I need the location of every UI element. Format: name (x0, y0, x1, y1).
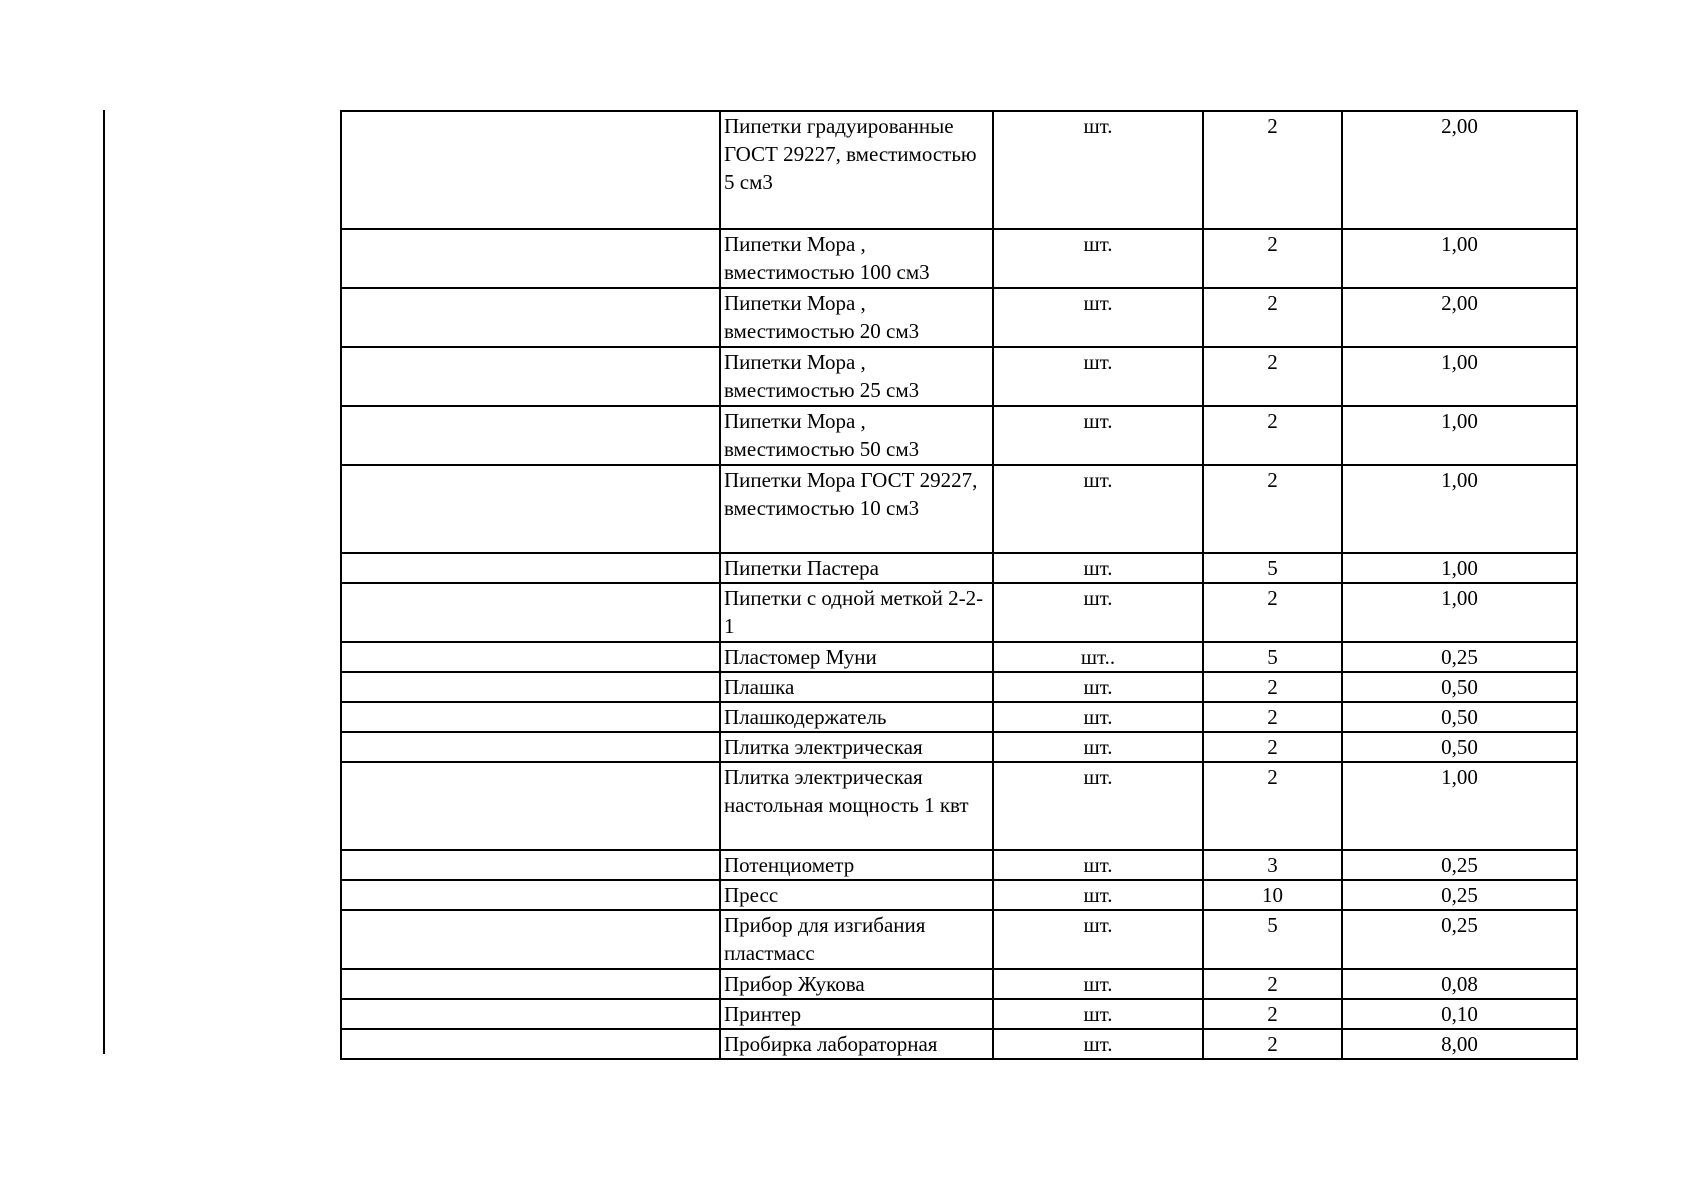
table-row (341, 999, 1577, 1029)
quantity-cell: 2 (1203, 288, 1342, 347)
item-name-cell: Плитка электрическая настольная мощность 1 квт (720, 762, 993, 850)
value-cell: 0,50 (1342, 732, 1577, 762)
value-cell: 0,50 (1342, 672, 1577, 702)
item-name-cell: Пипетки Мора , вместимостью 25 см3 (720, 347, 993, 406)
value-cell: 8,00 (1342, 1029, 1577, 1059)
blank-cell (341, 583, 720, 642)
quantity-cell: 2 (1203, 732, 1342, 762)
blank-cell (341, 288, 720, 347)
blank-cell (341, 347, 720, 406)
unit-cell: шт. (993, 1029, 1203, 1059)
item-name-cell: Пипетки Пастера (720, 553, 993, 583)
item-name-cell: Пробирка лабораторная (720, 1029, 993, 1059)
inventory-table (340, 110, 1578, 1060)
quantity-cell: 2 (1203, 347, 1342, 406)
table-row (341, 910, 1577, 969)
blank-cell (341, 762, 720, 850)
blank-cell (341, 406, 720, 465)
item-name-cell: Принтер (720, 999, 993, 1029)
table-row (341, 732, 1577, 762)
value-cell: 0,25 (1342, 850, 1577, 880)
value-cell: 0,25 (1342, 642, 1577, 672)
value-cell: 0,25 (1342, 910, 1577, 969)
table-row (341, 583, 1577, 642)
value-cell: 1,00 (1342, 229, 1577, 288)
table-row (341, 1029, 1577, 1059)
blank-cell (341, 672, 720, 702)
table-row (341, 347, 1577, 406)
quantity-cell: 2 (1203, 465, 1342, 553)
value-cell: 1,00 (1342, 347, 1577, 406)
table-row (341, 969, 1577, 999)
value-cell: 0,50 (1342, 702, 1577, 732)
value-cell: 1,00 (1342, 553, 1577, 583)
quantity-cell: 2 (1203, 583, 1342, 642)
table-row (341, 762, 1577, 850)
value-cell: 2,00 (1342, 288, 1577, 347)
value-cell: 1,00 (1342, 465, 1577, 553)
quantity-cell: 5 (1203, 910, 1342, 969)
item-name-cell: Прибор для изгибания пластмасс (720, 910, 993, 969)
item-name-cell: Пипетки градуированные ГОСТ 29227, вместимостью 5 см3 (720, 111, 993, 229)
inventory-table-body (341, 111, 1577, 1059)
item-name-cell: Пресс (720, 880, 993, 910)
quantity-cell: 2 (1203, 762, 1342, 850)
blank-cell (341, 1029, 720, 1059)
quantity-cell: 2 (1203, 111, 1342, 229)
blank-cell (341, 553, 720, 583)
table-row (341, 702, 1577, 732)
value-cell: 1,00 (1342, 762, 1577, 850)
blank-cell (341, 229, 720, 288)
unit-cell: шт. (993, 553, 1203, 583)
unit-cell: шт. (993, 406, 1203, 465)
blank-cell (341, 702, 720, 732)
table-row (341, 553, 1577, 583)
blank-cell (341, 642, 720, 672)
unit-cell: шт. (993, 762, 1203, 850)
blank-cell (341, 111, 720, 229)
quantity-cell: 2 (1203, 406, 1342, 465)
quantity-cell: 2 (1203, 672, 1342, 702)
item-name-cell: Пластомер Муни (720, 642, 993, 672)
value-cell: 0,10 (1342, 999, 1577, 1029)
blank-cell (341, 969, 720, 999)
unit-cell: шт. (993, 288, 1203, 347)
quantity-cell: 3 (1203, 850, 1342, 880)
quantity-cell: 2 (1203, 969, 1342, 999)
unit-cell: шт. (993, 732, 1203, 762)
table-row (341, 288, 1577, 347)
table-row (341, 229, 1577, 288)
blank-cell (341, 880, 720, 910)
value-cell: 1,00 (1342, 583, 1577, 642)
blank-cell (341, 999, 720, 1029)
unit-cell: шт. (993, 702, 1203, 732)
blank-cell (341, 910, 720, 969)
item-name-cell: Потенциометр (720, 850, 993, 880)
item-name-cell: Пипетки Мора , вместимостью 100 см3 (720, 229, 993, 288)
quantity-cell: 2 (1203, 999, 1342, 1029)
unit-cell: шт. (993, 880, 1203, 910)
item-name-cell: Пипетки Мора , вместимостью 50 см3 (720, 406, 993, 465)
quantity-cell: 2 (1203, 702, 1342, 732)
left-margin-rule (103, 110, 105, 1054)
item-name-cell: Пипетки Мора ГОСТ 29227, вместимостью 10 см3 (720, 465, 993, 553)
table-row (341, 465, 1577, 553)
unit-cell: шт. (993, 229, 1203, 288)
unit-cell: шт. (993, 672, 1203, 702)
unit-cell: шт. (993, 465, 1203, 553)
unit-cell: шт. (993, 999, 1203, 1029)
unit-cell: шт. (993, 910, 1203, 969)
table-row (341, 642, 1577, 672)
item-name-cell: Плашка (720, 672, 993, 702)
value-cell: 0,25 (1342, 880, 1577, 910)
item-name-cell: Плитка электрическая (720, 732, 993, 762)
table-row (341, 672, 1577, 702)
quantity-cell: 5 (1203, 553, 1342, 583)
table-row (341, 111, 1577, 229)
quantity-cell: 5 (1203, 642, 1342, 672)
item-name-cell: Плашкодержатель (720, 702, 993, 732)
table-row (341, 406, 1577, 465)
unit-cell: шт. (993, 969, 1203, 999)
unit-cell: шт. (993, 111, 1203, 229)
value-cell: 0,08 (1342, 969, 1577, 999)
value-cell: 2,00 (1342, 111, 1577, 229)
table-row (341, 850, 1577, 880)
blank-cell (341, 732, 720, 762)
item-name-cell: Прибор Жукова (720, 969, 993, 999)
unit-cell: шт. (993, 850, 1203, 880)
unit-cell: шт. (993, 347, 1203, 406)
blank-cell (341, 850, 720, 880)
quantity-cell: 2 (1203, 229, 1342, 288)
unit-cell: шт. (993, 583, 1203, 642)
unit-cell: шт.. (993, 642, 1203, 672)
item-name-cell: Пипетки Мора , вместимостью 20 см3 (720, 288, 993, 347)
table-row (341, 880, 1577, 910)
item-name-cell: Пипетки с одной меткой 2-2-1 (720, 583, 993, 642)
quantity-cell: 2 (1203, 1029, 1342, 1059)
blank-cell (341, 465, 720, 553)
value-cell: 1,00 (1342, 406, 1577, 465)
quantity-cell: 10 (1203, 880, 1342, 910)
